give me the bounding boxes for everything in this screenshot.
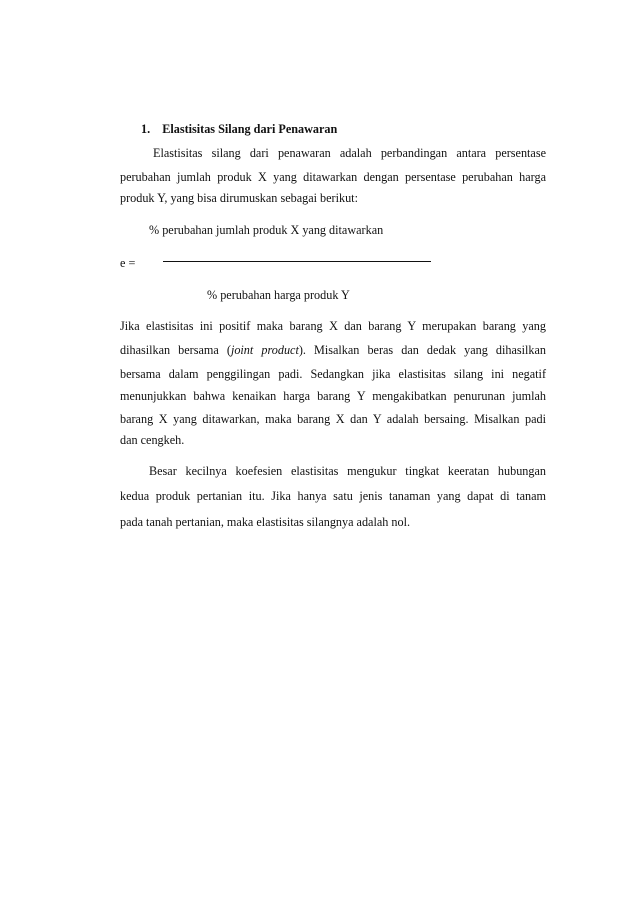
- paragraph1-line-5: barang X yang ditawarkan, maka barang X dan Y adalah bersaing. Misalkan padi: [120, 412, 546, 426]
- section-heading: [141, 121, 337, 137]
- paragraph1-line-6: dan cengkeh.: [120, 433, 185, 447]
- intro-line-1: Elastisitas silang dari penawaran adalah perbandingan antara persentase: [153, 146, 546, 160]
- paragraph1-line-2-end: ). Misalkan beras dan dedak yang dihasilkan: [298, 343, 546, 357]
- paragraph1-line-2: [120, 342, 546, 358]
- formula-lhs: e =: [120, 256, 136, 270]
- formula-denominator: % perubahan harga produk Y: [207, 288, 350, 302]
- section-number: 1.: [141, 122, 151, 136]
- paragraph2-line-1: Besar kecilnya koefesien elastisitas mengukur tingkat keeratan hubungan: [149, 464, 546, 478]
- intro-line-3: produk Y, yang bisa dirumuskan sebagai berikut:: [120, 191, 358, 205]
- intro-line-2: perubahan jumlah produk X yang ditawarkan dengan persentase perubahan harga: [120, 170, 546, 184]
- paragraph1-line-2-start: dihasilkan bersama (: [120, 343, 231, 357]
- section-title: Elastisitas Silang dari Penawaran: [162, 122, 338, 136]
- formula-numerator: % perubahan jumlah produk X yang ditawarkan: [149, 223, 384, 237]
- joint-product-term: joint product: [230, 343, 299, 357]
- paragraph2-line-2: kedua produk pertanian itu. Jika hanya satu jenis tanaman yang dapat di tanam: [120, 489, 546, 503]
- paragraph1-line-1: Jika elastisitas ini positif maka barang X dan barang Y merupakan barang yang: [120, 319, 546, 333]
- fraction-bar: [163, 261, 431, 262]
- paragraph1-line-4: menunjukkan bahwa kenaikan harga barang Y mengakibatkan penurunan jumlah: [120, 389, 546, 403]
- paragraph2-line-3: pada tanah pertanian, maka elastisitas silangnya adalah nol.: [120, 515, 411, 529]
- paragraph1-line-3: bersama dalam penggilingan padi. Sedangkan jika elastisitas silang ini negatif: [120, 367, 546, 381]
